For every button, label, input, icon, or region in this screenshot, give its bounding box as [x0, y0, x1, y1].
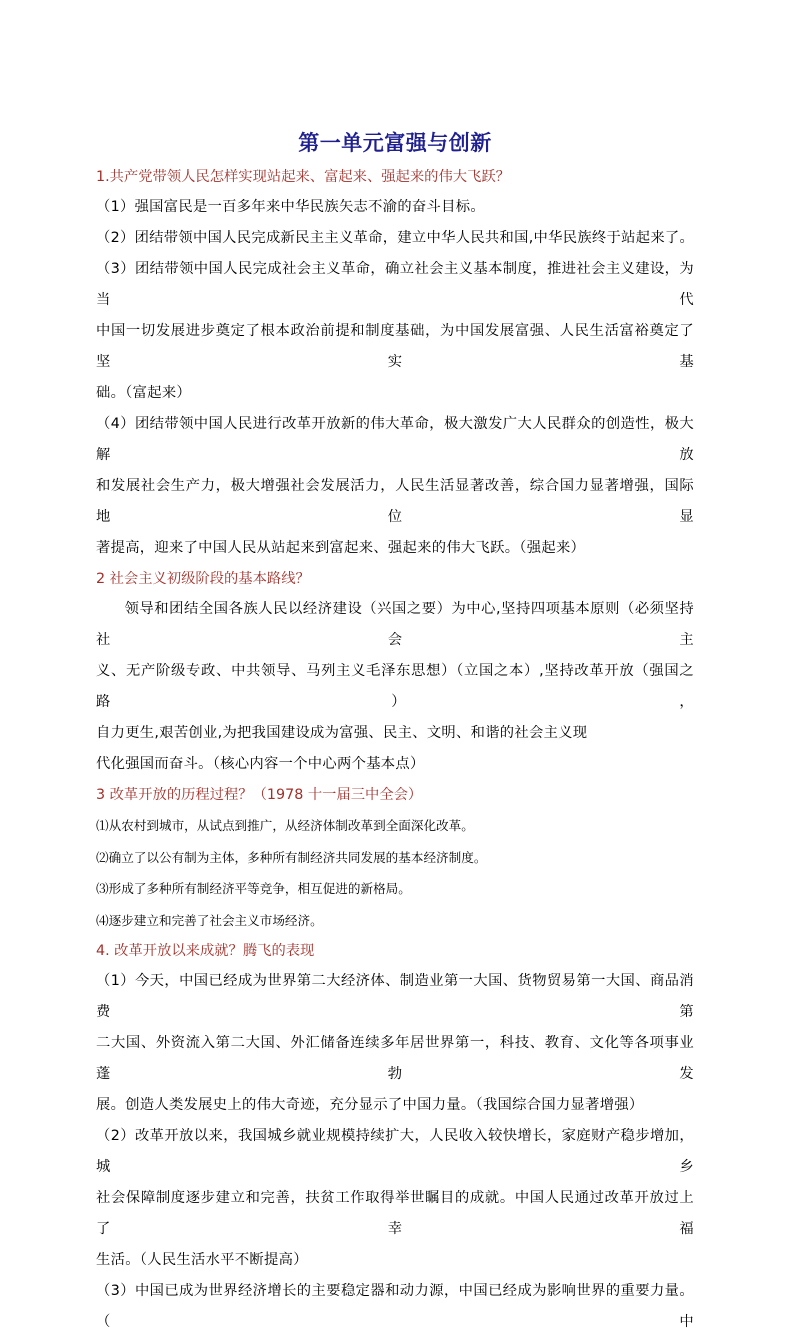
- q1-paragraph-3-line-1: （3）团结带领中国人民完成社会主义革命，确立社会主义基本制度，推进社会主义建设，为当代: [96, 261, 694, 308]
- q4-paragraph-1-line-3: 展。创造人类发展史上的伟大奇迹，充分显示了中国力量。（我国综合国力显著增强）: [96, 1097, 644, 1113]
- q2-title: 2 社会主义初级阶段的基本路线？: [96, 571, 310, 587]
- q2-line-3: 自力更生,艰苦创业,为把我国建设成为富强、民主、文明、和谐的社会主义现: [96, 725, 588, 741]
- q1-paragraph-4-line-2: 和发展社会生产力，极大增强社会发展活力，人民生活显著改善，综合国力显著增强，国际地位显: [96, 478, 694, 525]
- q4-title: 4. 改革开放以来成就？腾飞的表现: [96, 943, 315, 959]
- q3-list-item: ⑴从农村到城市，从试点到推广，从经济体制改革到全面深化改革。: [96, 818, 474, 833]
- q1-paragraph-1: （1）强国富民是一百多年来中华民族矢志不渝的奋斗目标。: [96, 199, 485, 215]
- q1-paragraph-2: （2）团结带领中国人民完成新民主主义革命，建立中华人民共和国,中华民族终于站起来了。: [96, 230, 695, 246]
- q3-list-item: ⑶形成了多种所有制经济平等竞争，相互促进的新格局。: [96, 881, 411, 896]
- q2-line-4: 代化强国而奋斗。（核心内容一个中心两个基本点）: [96, 756, 425, 772]
- q3-list-item: ⑷逐步建立和完善了社会主义市场经济。: [96, 912, 323, 928]
- q1-title: 1.共产党带领人民怎样实现站起来、富起来、强起来的伟大飞跃？: [96, 169, 510, 185]
- q4-paragraph-1-line-1: （1）今天，中国已经成为世界第二大经济体、制造业第一大国、货物贸易第一大国、商品消费第: [96, 973, 694, 1020]
- q4-paragraph-2-line-3: 生活。（人民生活水平不断提高）: [96, 1252, 308, 1268]
- q1-paragraph-3-line-2: 中国一切发展进步奠定了根本政治前提和制度基础，为中国发展富强、人民生活富裕奠定了坚实基: [96, 323, 694, 370]
- q4-paragraph-2-line-2: 社会保障制度逐步建立和完善，扶贫工作取得举世瞩目的成就。中国人民通过改革开放过上了幸福: [96, 1190, 694, 1237]
- q1-paragraph-3-line-3: 础。（富起来）: [96, 385, 192, 401]
- q4-paragraph-3-line-1: （3）中国已成为世界经济增长的主要稳定器和动力源，中国已经成为影响世界的重要力量。（中: [96, 1283, 694, 1330]
- q3-title: 3 改革开放的历程过程？（1978 十一届三中全会）: [96, 787, 423, 803]
- q1-paragraph-4-line-3: 著提高，迎来了中国人民从站起来到富起来、强起来的伟大飞跃。（强起来）: [96, 540, 586, 556]
- q4-paragraph-2-line-1: （2）改革开放以来，我国城乡就业规模持续扩大，人民收入较快增长，家庭财产稳步增加，城乡: [96, 1128, 694, 1175]
- document-title: 第一单元富强与创新: [298, 130, 492, 155]
- q4-paragraph-1-line-2: 二大国、外资流入第二大国、外汇储备连续多年居世界第一，科技、教育、文化等各项事业蓬勃发: [96, 1035, 694, 1082]
- q2-line-1: 领导和团结全国各族人民以经济建设（兴国之要）为中心,坚持四项基本原则（必须坚持社会主: [96, 601, 694, 648]
- q3-list-item: ⑵确立了以公有制为主体，多种所有制经济共同发展的基本经济制度。: [96, 849, 487, 865]
- q1-paragraph-4-line-1: （4）团结带领中国人民进行改革开放新的伟大革命，极大激发广大人民群众的创造性，极大解放: [96, 416, 694, 463]
- q2-line-2: 义、无产阶级专政、中共领导、马列主义毛泽东思想）（立国之本）,坚持改革开放（强国之路），: [96, 663, 694, 710]
- document-page: [96, 128, 694, 1338]
